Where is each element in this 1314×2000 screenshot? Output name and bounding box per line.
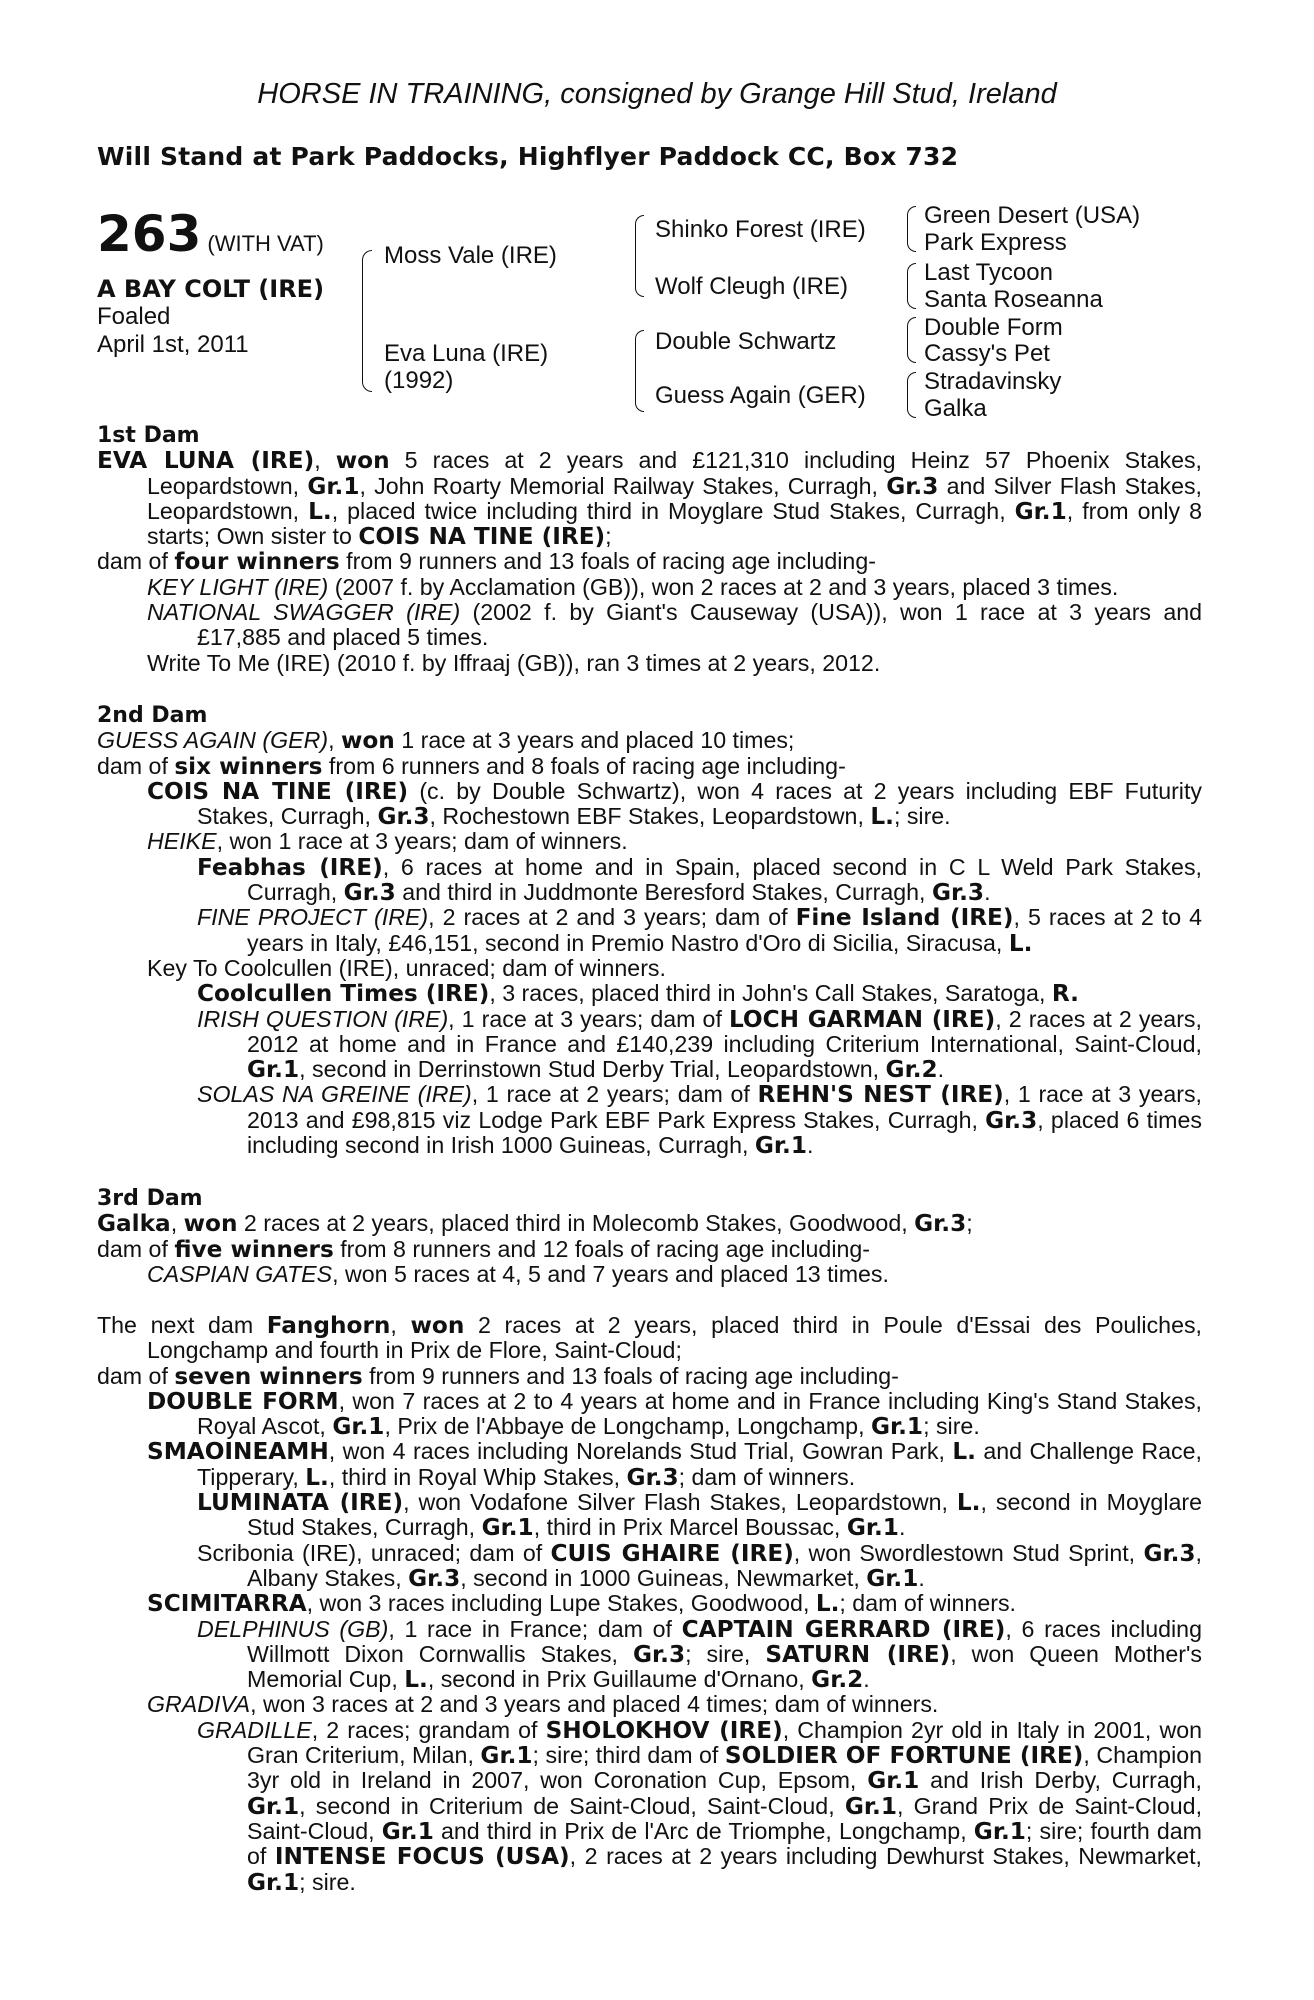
second-dam-section xyxy=(97,703,1202,1158)
next-dam-foal: SMAOINEAMH, won 4 races including Norelands Stud Trial, Gowran Park, L. and Challenge Race, Tipperary, L., third in Royal Whip Stakes, Gr.3; dam of winners. xyxy=(147,1438,1202,1491)
foaled-label: Foaled xyxy=(97,303,171,330)
pedigree-sire: Moss Vale (IRE) xyxy=(384,242,557,269)
pedigree-dam: Eva Luna (IRE) xyxy=(384,340,549,367)
pedigree-gen3-2: Park Express xyxy=(924,229,1067,256)
grand-produce: Feabhas (IRE), 6 races at home and in Spain, placed second in C L Weld Park Stakes, Curragh, Gr.3 and third in Juddmonte Beresford Stakes, Curragh, Gr.3. xyxy=(197,853,1202,907)
pedigree-gen3-4: Santa Roseanna xyxy=(924,286,1103,313)
foaled-info xyxy=(97,303,249,359)
sire-dam-bracket xyxy=(362,250,372,392)
third-dam-heading: 3rd Dam xyxy=(97,1186,203,1211)
next-dam-record: The next dam Fanghorn, won 2 races at 2 years, placed third in Poule d'Essai des Pouliches, Longchamp and fourth in Prix de Flore, Saint-Cloud; xyxy=(97,1312,1203,1364)
next-dam-foal: SCIMITARRA, won 3 races including Lupe Stakes, Goodwood, L.; dam of winners. xyxy=(147,1590,1016,1618)
grand-produce: GRADILLE, 2 races; grandam of SHOLOKHOV (IRE), Champion 2yr old in Italy in 2001, won Gran Criterium, Milan, Gr.1; sire; third dam of SOLDIER OF FORTUNE (IRE), Champion 3yr old in Ireland in 2007, won Coronation Cup, Epsom, Gr.1 and Irish Derby, Curragh, Gr.1, second in Criterium de Saint-Cloud, Saint-Cloud, Gr.1, Grand Prix de Saint-Cloud, Saint-Cloud, Gr.1 and third in Prix de l'Arc de Triomphe, Longchamp, Gr.1; sire; fourth dam of INTENSE FOCUS (USA), 2 races at 2 years including Dewhurst Stakes, Newmarket, Gr.1; sire. xyxy=(197,1716,1203,1896)
second-dam-foal: Key To Coolcullen (IRE), unraced; dam of winners. xyxy=(147,954,666,981)
page-title: HORSE IN TRAINING, consigned by Grange Hill Stud, Ireland xyxy=(257,78,1057,110)
pedigree-dam-year: (1992) xyxy=(384,367,454,394)
pedigree-gen3-5: Double Form xyxy=(924,314,1063,341)
first-dam-foal: NATIONAL SWAGGER (IRE) (2002 f. by Giant's Causeway (USA)), won 1 race at 3 years and £17,885 and placed 5 times. xyxy=(147,599,1203,651)
second-dam-produce-summary: dam of six winners from 6 runners and 8 foals of racing age including- xyxy=(97,752,846,780)
grand-produce: IRISH QUESTION (IRE), 1 race at 3 years; dam of LOCH GARMAN (IRE), 2 races at 2 years, 2012 at home and in France and £140,239 including Criterium International, Saint-Cloud, Gr.1, second in Derrinstown Stud Derby Trial, Leopardstown, Gr.2. xyxy=(197,1005,1202,1084)
second-dam-foal: COIS NA TINE (IRE) (c. by Double Schwartz), won 4 races at 2 years including EBF Futurity Stakes, Curragh, Gr.3, Rochestown EBF Stakes, Leopardstown, L.; sire. xyxy=(147,777,1202,831)
gen3-bracket-3 xyxy=(907,317,916,363)
pedigree-gen2-3: Double Schwartz xyxy=(655,328,837,355)
next-dam-foal: GRADIVA, won 3 races at 2 and 3 years and placed 4 times; dam of winners. xyxy=(147,1691,939,1718)
pedigree-gen2-4: Guess Again (GER) xyxy=(655,382,866,409)
second-dam-foal: HEIKE, won 1 race at 3 years; dam of winners. xyxy=(147,828,628,855)
lot-heading xyxy=(97,205,324,263)
venue-line: Will Stand at Park Paddocks, Highflyer Paddock CC, Box 732 xyxy=(97,142,959,171)
gen3-bracket-4 xyxy=(907,372,916,418)
grand-produce: LUMINATA (IRE), won Vodafone Silver Flash Stakes, Leopardstown, L., second in Moyglare Stud Stakes, Curragh, Gr.1, third in Prix Marcel Boussac, Gr.1. xyxy=(197,1489,1202,1542)
next-dam-section xyxy=(97,1313,1202,1895)
first-dam-heading: 1st Dam xyxy=(97,423,200,448)
grand-produce: Scribonia (IRE), unraced; dam of CUIS GHAIRE (IRE), won Swordlestown Stud Sprint, Gr.3, Albany Stakes, Gr.3, second in 1000 Guineas, Newmarket, Gr.1. xyxy=(197,1539,1202,1592)
foaled-date: April 1st, 2011 xyxy=(97,331,249,358)
first-dam-foal: Write To Me (IRE) (2010 f. by Iffraaj (GB)), ran 3 times at 2 years, 2012. xyxy=(147,649,881,676)
grand-produce: FINE PROJECT (IRE), 2 races at 2 and 3 years; dam of Fine Island (IRE), 5 races at 2 to 4 years in Italy, £46,151, second in Premio Nastro d'Oro di Sicilia, Siracusa, L. xyxy=(197,904,1202,957)
first-dam-section xyxy=(97,423,1202,676)
grand-produce: SOLAS NA GREINE (IRE), 1 race at 2 years; dam of REHN'S NEST (IRE), 1 race at 3 years, 2013 and £98,815 viz Lodge Park EBF Park Express Stakes, Curragh, Gr.3, placed 6 times including second in Irish 1000 Guineas, Curragh, Gr.1. xyxy=(197,1081,1202,1160)
next-dam-foal: DOUBLE FORM, won 7 races at 2 to 4 years at home and in France including King's Stand Stakes, Royal Ascot, Gr.1, Prix de l'Abbaye de Longchamp, Longchamp, Gr.1; sire. xyxy=(147,1387,1202,1441)
grand-produce: Coolcullen Times (IRE), 3 races, placed third in John's Call Stakes, Saratoga, R. xyxy=(197,980,1079,1008)
pedigree-gen3-3: Last Tycoon xyxy=(924,259,1053,286)
second-dam-record: GUESS AGAIN (GER), won 1 race at 3 years and placed 10 times; xyxy=(97,727,795,755)
gen3-bracket-1 xyxy=(907,206,916,252)
pedigree-gen2-2: Wolf Cleugh (IRE) xyxy=(655,273,848,300)
third-dam-section xyxy=(97,1186,1202,1287)
first-dam-foal: KEY LIGHT (IRE) (2007 f. by Acclamation (GB)), won 2 races at 2 and 3 years, placed 3 times. xyxy=(147,573,1119,600)
pedigree-gen3-1: Green Desert (USA) xyxy=(924,202,1141,229)
third-dam-foal: CASPIAN GATES, won 5 races at 4, 5 and 7 years and placed 13 times. xyxy=(147,1260,889,1287)
next-dam-produce-summary: dam of seven winners from 9 runners and 13 foals of racing age including- xyxy=(97,1362,899,1390)
sire-line-bracket xyxy=(635,215,644,297)
third-dam-record: Galka, won 2 races at 2 years, placed third in Molecomb Stakes, Goodwood, Gr.3; xyxy=(97,1210,973,1238)
colt-description: A BAY COLT (IRE) xyxy=(97,275,325,303)
second-dam-heading: 2nd Dam xyxy=(97,703,208,728)
first-dam-produce-summary: dam of four winners from 9 runners and 13 foals of racing age including- xyxy=(97,548,876,576)
dam-line-bracket xyxy=(635,330,644,412)
pedigree-gen3-7: Stradavinsky xyxy=(924,368,1062,395)
first-dam-record: EVA LUNA (IRE), won 5 races at 2 years and £121,310 including Heinz 57 Phoenix Stakes, Leopardstown, Gr.1, John Roarty Memorial Railway Stakes, Curragh, Gr.3 and Silver Flash Stakes, Leopardstown, L., placed twice including third in Moyglare Stud Stakes, Curragh, Gr.1, from only 8 starts; Own sister to COIS NA TINE (IRE); xyxy=(97,447,1203,551)
pedigree-gen2-1: Shinko Forest (IRE) xyxy=(655,216,866,243)
pedigree-gen3-6: Cassy's Pet xyxy=(924,340,1050,367)
grand-produce: DELPHINUS (GB), 1 race in France; dam of CAPTAIN GERRARD (IRE), 6 races including Willmott Dixon Cornwallis Stakes, Gr.3; sire, SATURN (IRE), won Queen Mother's Memorial Cup, L., second in Prix Guillaume d'Ornano, Gr.2. xyxy=(197,1615,1203,1694)
gen3-bracket-2 xyxy=(907,263,916,309)
pedigree-gen3-8: Galka xyxy=(924,395,987,422)
lot-number: 263 xyxy=(97,205,202,263)
third-dam-produce-summary: dam of five winners from 8 runners and 12 foals of racing age including- xyxy=(97,1235,870,1263)
vat-note: (WITH VAT) xyxy=(207,231,324,256)
